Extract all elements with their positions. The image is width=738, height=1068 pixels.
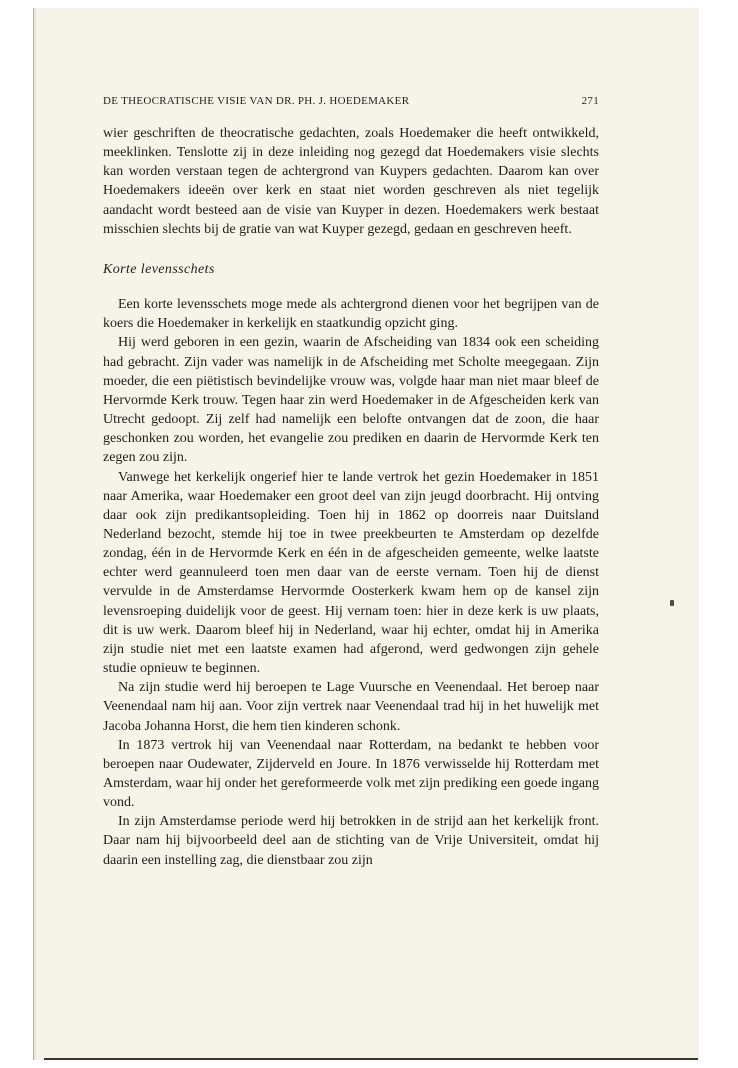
section-heading: Korte levensschets	[103, 261, 215, 277]
margin-mark	[670, 600, 674, 606]
paragraph-7: In zijn Amsterdamse periode werd hij betrokken in de strijd aan het kerkelijk front. Daar nam hij bijvoorbeeld deel aan de stichting van de Vrije Universiteit, omdat hij daarin een instelling zag, die dienstbaar zou zijn	[103, 814, 599, 868]
page-bottom-edge	[44, 1058, 698, 1060]
body-text	[103, 124, 599, 870]
page-number: 271	[581, 95, 599, 107]
paragraph-6: In 1873 vertrok hij van Veenendaal naar Rotterdam, na bedankt te hebben voor beroepen naar Oudewater, Zijderveld en Joure. In 1876 verwisselde hij Rotterdam met Amsterdam, waar hij onder het gereformeerde volk met zijn prediking een goede ingang vond.	[103, 737, 599, 811]
paragraph-2: Een korte levensschets moge mede als achtergrond dienen voor het begrijpen van de koers die Hoedemaker in kerkelijk en staatkundig opzicht ging.	[103, 297, 599, 332]
paragraph-5: Na zijn studie werd hij beroepen te Lage Vuursche en Veenendaal. Het beroep naar Veenendaal nam hij aan. Voor zijn vertrek naar Veenendaal trad hij in het huwelijk met Jacoba Johanna Horst, die hem tien kinderen schonk.	[103, 680, 599, 734]
paragraph-3: Hij werd geboren in een gezin, waarin de Afscheiding van 1834 ook een scheiding had gebracht. Zijn vader was namelijk in de Afscheiding met Scholte meegegaan. Zijn moeder, die een piëtistisch bevindelijke vrouw was, volgde haar man niet maar bleef de Hervormde Kerk trouw. Tegen haar zin werd Hoedemaker in de Afgescheiden kerk van Utrecht gedoopt. Zij zelf had namelijk een belofte ontvangen dat de zoon, die haar geschonken zou worden, het evangelie zou prediken en daarin de Hervormde Kerk ten zegen zou zijn.	[103, 335, 599, 466]
paragraph-1: wier geschriften de theocratische gedachten, zoals Hoedemaker die heeft ontwikkeld, meeklinken. Tenslotte zij in deze inleiding nog gezegd dat Hoedemakers visie slechts kan worden verstaan tegen de achtergrond van Kuypers gedachten. Daarom kan over Hoedemakers ideeën over kerk en staat niet worden geschreven als niet tegelijk aandacht wordt besteed aan de visie van Kuyper in dezen. Hoedemakers werk bestaat misschien slechts bij de gratie van wat Kuyper gezegd, gedaan en geschreven heeft.	[103, 126, 599, 237]
paragraph-4: Vanwege het kerkelijk ongerief hier te lande vertrok het gezin Hoedemaker in 1851 naar Amerika, waar Hoedemaker een groot deel van zijn jeugd doorbracht. Hij ontving daar ook zijn predikantsopleiding. Toen hij in 1862 op doorreis naar Duitsland Nederland bezocht, stemde hij toe in twee preekbeurten te Amsterdam op dezelfde zondag, één in de Hervormde Kerk en één in de afgescheiden gemeente, welke laatste echter werd geannuleerd toen men daar van de eerste vernam. Toen hij de dienst vervulde in de Amsterdamse Hervormde Oosterkerk kwam hem op de kansel zijn levensroeping duidelijk voor de geest. Hij vernam toen: hier in deze kerk is uw plaats, dit is uw werk. Daarom bleef hij in Nederland, waar hij echter, omdat hij in Amerika zijn studie niet met een laatste examen had afgerond, werd gedwongen zijn gehele studie opnieuw te beginnen.	[103, 469, 599, 677]
running-title: DE THEOCRATISCHE VISIE VAN DR. PH. J. HOEDEMAKER	[103, 95, 410, 107]
